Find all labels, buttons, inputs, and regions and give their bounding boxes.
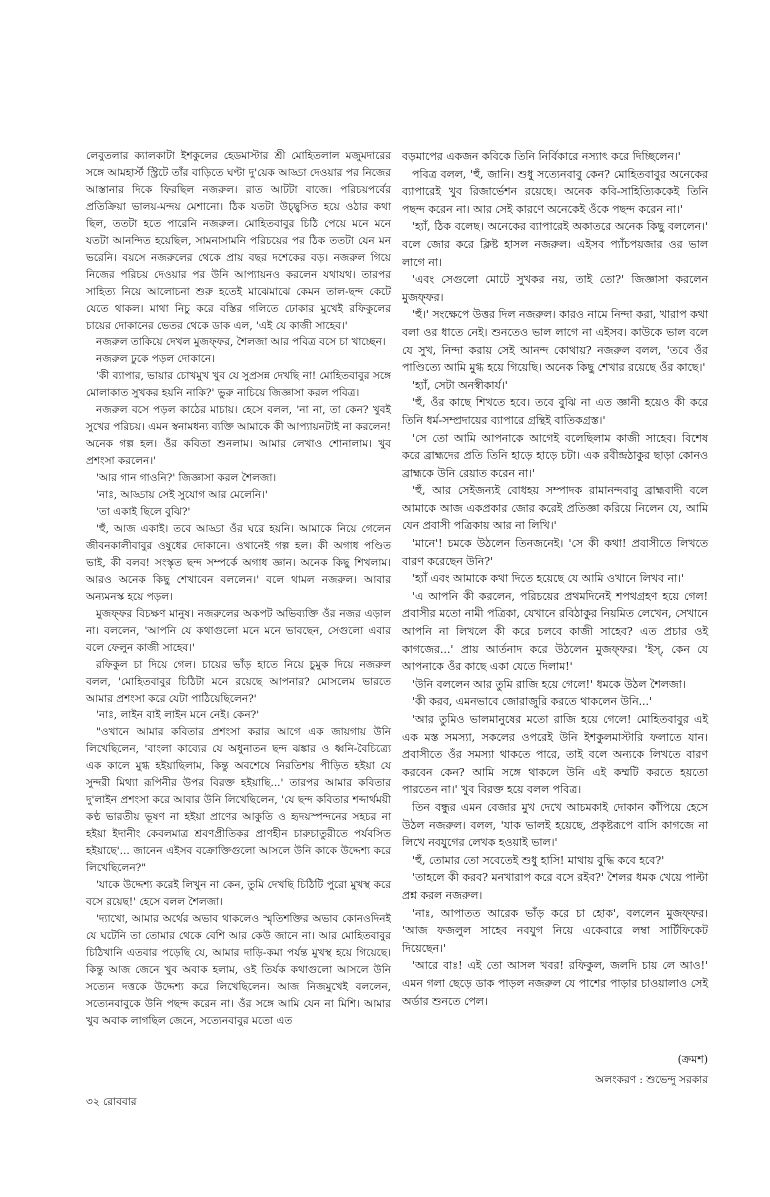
paragraph: 'কী ব্যাপার, ভায়ার চোখমুখ খুব যে সুপ্রসন্ন দেখছি না! মোহিতবাবুর সঙ্গে মোলাকাত সুখকর হয়নি নাকি?' ভুরু নাচিয়ে জিজ্ঞাসা করল পবিত্র। <box>86 370 391 400</box>
paragraph: নজরুল ঢুকে পড়ল দোকানে। <box>96 353 215 366</box>
paragraph: বড়মাপের একজন কবিকে তিনি নির্বিকারে নস্যাৎ করে দিচ্ছিলেন।' <box>402 150 681 163</box>
paragraph: 'হুঁ, আর সেইজন্যই বোধহয় সম্পাদক রামানন্দবাবু ব্রাহ্মবাদী বলে আমাকে আজ একপ্রকার জোর করেই প্রতিজ্ঞা করিয়ে নিলেন যে, আমি যেন প্রবাসী পত্রিকায় আর না লিখি।' <box>402 484 708 533</box>
paragraph: মুজফ্‌ফর বিচক্ষণ মানুষ। নজরুলের অকপট অভিব্যক্তি ওঁর নজর এড়াল না। বললেন, 'আপনি যে কথাগুলো মনে মনে ভাবছেন, সেগুলো এবার বলে ফেলুন কাজী সাহেব।' <box>86 607 391 654</box>
paragraph: 'হ্যাঁ এবং আমাকে কথা দিতে হয়েছে যে আমি ওখানে লিখব না।' <box>412 572 685 586</box>
paragraph: 'সে তো আমি আপনাকে আগেই বলেছিলাম কাজী সাহেব। বিশেষ করে ব্রাহ্মদের প্রতি তিনি হাড়ে হাড়ে চটা। এক রবীন্দ্রঠাকুর ছাড়া কোনও ব্রাহ্মকে উনি রেয়াত করেন না।' <box>402 431 708 480</box>
paragraph: 'নাঃ, আপাতত আরেক ভাঁড় করে চা হোক', বললেন মুজফ্‌ফর। 'আজ ফজলুল সাহেব নবযুগ নিয়ে একেবারে লম্বা সার্টিফিকেট দিয়েছেন।' <box>402 906 708 955</box>
paragraph: 'এবং সেগুলো মোটে সুখকর নয়, তাই তো?' জিজ্ঞাসা করলেন মুজফ্‌ফর। <box>402 273 708 304</box>
paragraph: নজরুল বসে পড়ল কাঠের মাচায়। হেসে বলল, 'না না, তা কেন? খুবই সুখের পরিচয়। এমন স্বনামধন্য ব্যক্তি আমাকে কী আপ্যায়নটাই না করলেন! অনেক গল্প হল। ওঁর কবিতা শুনলাম। আমার লেখাও শোনালাম। খুব প্রশংসা করলেন।' <box>86 404 391 468</box>
paragraph: পবিত্র বলল, 'হুঁ, জানি। শুধু সত্যেনবাবু কেন? মোহিতবাবুর অনেকের ব্যাপারেই খুব রিজার্ভেশন রয়েছে। অনেক কবি-সাহিত্যিককেই তিনি পছন্দ করেন না। আর সেই কারণে অনেকেই ওঁকে পছন্দ করেন না।' <box>402 167 708 216</box>
paragraph: 'কী করব, এমনভাবে জোরাজুরি করতে থাকলেন উনি...' <box>412 695 652 709</box>
paragraph: 'যাকে উদ্দেশ্য করেই লিখুন না কেন, তুমি দেখছি চিঠিটি পুরো মুখস্থ করে বসে রয়েছ!' হেসে বলল শৈলজা। <box>86 878 391 908</box>
paragraph: তিন বন্ধুর এমন বেজার মুখ দেখে আচমকাই দোকান কাঁপিয়ে হেসে উঠল নজরুল। বলল, 'যাক ভালই হয়েছে, প্রকৃষ্টরূপে বাসি কাগজে না লিখে নবযুগের লেখক হওয়াই ভাল।' <box>402 800 708 850</box>
paragraph: 'হুঁ, ওঁর কাছে শিখতে হবে। তবে বুঝি না এত জ্ঞানী হয়েও কী করে তিনি ধর্ম-সম্প্রদায়ের ব্যাপারে গ্রন্থিই বাতিকগ্রস্ত।' <box>402 396 708 427</box>
paragraph: 'দ্যাখো, আমার অর্থের অভাব থাকলেও স্মৃতিশক্তির অভাব কোনওদিনই যে ঘটেনি তা তোমার থেকে বেশি আর কেউ জানে না। আর মোহিতবাবুর চিঠিখানি এতবার পড়েছি যে, আমার দাড়ি-কমা পর্যন্ত মুখস্থ হয়ে গিয়েছে। কিন্তু আজ জেনে খুব অবাক হলাম, ওই তির্যক কথাগুলো আসলে উনি সত্যেন দত্তকে উদ্দেশ্য করে লিখেছিলেন। আজ নিজমুখেই বললেন, সত্যেনবাবুকে উনি পছন্দ করেন না। ওঁর সঙ্গে আমি যেন না মিশি। আমার খুব অবাক লাগছিল জেনে, সত্যেনবাবুর মতো এত <box>86 912 391 1027</box>
paragraph: 'নাঃ, লাইন বাই লাইন মনে নেই। কেন?' <box>96 709 260 722</box>
paragraph: 'নাঃ, আড্ডায় সেই সুযোগ আর মেলেনি।' <box>96 489 268 502</box>
paragraph: নজরুল তাকিয়ে দেখল মুজফ্‌ফর, শৈলজা আর পবিত্র বসে চা খাচ্ছেন। <box>96 336 386 349</box>
paragraph: রফিকুল চা দিয়ে গেল। চায়ের ভাঁড় হাতে নিয়ে চুমুক দিয়ে নজরুল বলল, 'মোহিতবাবুর চিঠিটা মনে রয়েছে আপনার? মোসলেম ভারতে আমার প্রশংসা করে যেটা পাঠিয়েছিলেন?' <box>86 658 391 705</box>
paragraph: 'আর তুমিও ভালমানুষের মতো রাজি হয়ে গেলে! মোহিতবাবুর এই এক মস্ত সমস্যা, সকলের ওপরেই উনি ইশকুলমাস্টারি ফলাতে যান। প্রবাসীতে ওঁর সমস্যা থাকতে পারে, তাই বলে অন্যকে লিখতে বারণ করবেন কেন? আমি সঙ্গে থাকলে উনি এই কম্মটি করতে হয়তো পারতেন না।' খুব বিরক্ত হয়ে বলল পবিত্র। <box>402 713 708 797</box>
paragraph: 'আরে বাঃ! এই তো আসল খবর! রফিকুল, জলদি চায় লে আও!' এমন গলা ছেড়ে ডাক পাড়ল নজরুল যে পাশের পাড়ার চাওয়ালাও সেই অর্ডার শুনতে পেল। <box>402 959 708 1008</box>
page-footer: ৩২ রোববার <box>86 1096 137 1108</box>
paragraph: 'এ আপনি কী করলেন, পরিচয়ের প্রথমদিনেই শপথগ্রহণ হয়ে গেল! প্রবাসীর মতো নামী পত্রিকা, যেখানে রবিঠাকুর নিয়মিত লেখেন, সেখানে আপনি না লিখলে কী করে চলবে কাজী সাহেব? এত প্রচার ওই কাগজের...' প্রায় আর্তনাদ করে উঠলেন মুজফ্‌ফর। 'ইস্, কেন যে আপনাকে ওঁর কাছে একা যেতে দিলাম!' <box>402 589 708 674</box>
right-column <box>402 148 708 1010</box>
paragraph: 'উনি বললেন আর তুমি রাজি হয়ে গেলে!' ধমকে উঠল শৈলজা। <box>412 677 686 691</box>
paragraph: 'হুঁ, আজ একাই। তবে আড্ডা ওঁর ঘরে হয়নি। আমাকে নিয়ে গেলেন জীবনকালীবাবুর ওষুধের দোকানে। ওখানেই গল্প হল। কী অগাধ পণ্ডিত ভাই, কী বলব! সংস্কৃত ছন্দ সম্পর্কে অগাধ জ্ঞান। অনেক কিছু শিখলাম। আরও অনেক কিছু শেখাবেন বললেন।' বলে থামল নজরুল। আবার অন্যমনস্ক হয়ে পড়ল। <box>86 522 391 603</box>
paragraph: 'তা একাই ছিলে বুঝি?' <box>96 506 191 519</box>
left-column <box>86 148 391 1030</box>
paragraph: 'তাহলে কী করব? মনখারাপ করে বসে রইব?' শৈলর ধমক খেয়ে পাল্টা প্রশ্ন করল নজরুল। <box>402 871 708 902</box>
paragraph: 'মানে'! চমকে উঠলেন তিনজনেই। 'সে কী কথা! প্রবাসীতে লিখতে বারণ করেছেন উনি?' <box>402 537 708 568</box>
paragraph: "ওখানে আমার কবিতার প্রশংসা করার আগে এক জায়গায় উনি লিখেছিলেন, 'বাংলা কাব্যের যে অধুনাতন ছন্দ ঝঙ্কার ও ধ্বনি-বৈচিত্র্যে এক কালে মুগ্ধ হইয়াছিলাম, কিন্তু অবশেষে নিরতিশয় পীড়িত হইয়া যে সুন্দরী মিথ্যা রূপিনীর উপর বিরক্ত হইয়াছি...' তারপর আমার কবিতার দু'লাইন প্রশংসা করে আবার উনি লিখেছিলেন, 'যে ছন্দ কবিতার শব্দার্থময়ী কণ্ঠ ভারতীয় ভূষণ না হইয়া প্রাণের আকুতি ও হৃদয়স্পন্দনের সহচর না হইয়া ইদানীং কেবলমাত্র শ্রবণপ্রীতিকর প্রাণহীন চারুচাতুরীতে পর্যবসিত হইয়াছে'... জানেন এইসব বক্রোক্তিগুলো আসলে উনি কাকে উদ্দেশ্য করে লিখেছিলেন?" <box>86 726 391 875</box>
paragraph: 'আর গান গাওনি?' জিজ্ঞাসা করল শৈলজা। <box>96 472 277 485</box>
paragraph: 'হ্যাঁ, সেটা অনস্বীকার্য।' <box>412 378 508 392</box>
paragraph: 'হুঁ, তোমার তো সবেতেই শুধু হাসি! মাথায় বুদ্ধি কবে হবে?' <box>412 853 665 867</box>
to-be-continued-label: (ক্রমশ) <box>677 1053 708 1066</box>
paragraph: 'হুঁ।' সংক্ষেপে উত্তর দিল নজরুল। কারও নামে নিন্দা করা, খারাপ কথা বলা ওর ধাতে নেই। শুনতেও ভাল লাগে না এইসব। কাউকে ভাল বলে যে সুখ, নিন্দা করায় সেই আনন্দ কোথায়? নজরুল বলল, 'তবে ওঁর পাণ্ডিত্যে আমি মুগ্ধ হয়ে গিয়েছি। অনেক কিছু শেখার রয়েছে ওঁর কাছে।' <box>402 308 708 375</box>
paragraph: 'হ্যাঁ, ঠিক বলেছ। অনেকের ব্যাপারেই অকাতরে অনেক কিছু বললেন।' বলে জোর করে ক্লিষ্ট হাসল নজরুল। এইসব প্যাঁচপয়জার ওর ভাল লাগে না। <box>402 220 708 269</box>
paragraph: লেবুতলার ক্যালকাটা ইশকুলের হেডমাস্টার শ্রী মোহিতলাল মজুমদারের সঙ্গে আমহার্স্ট স্ট্রিটে তাঁর বাড়িতে ঘণ্টা দু'য়েক আড্ডা দেওয়ার পর নিজের আস্তানার দিকে ফিরছিল নজরুল। রাত আটটা বাজে। পরিচয়পর্বের প্রতিক্রিয়া ভালয়-মন্দয় মেশানো। ঠিক যতটা উচ্ছ্বসিত হয়ে ওঠার কথা ছিল, ততটা হতে পারেনি নজরুল। মোহিতবাবুর চিঠি পেয়ে মনে মনে যতটা আনন্দিত হয়েছিল, সামনাসামনি পরিচয়ের পর ঠিক ততটা যেন মন ভরেনি। বয়সে নজরুলের থেকে প্রায় বছর দশেকের বড়। নজরুল গিয়ে নিজের পরিচয় দেওয়ার পর উনি আপ্যায়নও করলেন যথাযথ। তারপর সাহিত্য নিয়ে আলোচনা শুরু হতেই মাঝেমাঝে কেমন তাল-ছন্দ কেটে যেতে থাকল। মাথা নিচু করে বস্তির গলিতে ঢোকার মুখেই রফিকুলের চায়ের দোকানের ভেতর থেকে ডাক এল, 'এই যে কাজী সাহেব।' <box>86 150 391 332</box>
illustration-credit: অলংকরণ : শুভেন্দু সরকার <box>595 1074 708 1086</box>
